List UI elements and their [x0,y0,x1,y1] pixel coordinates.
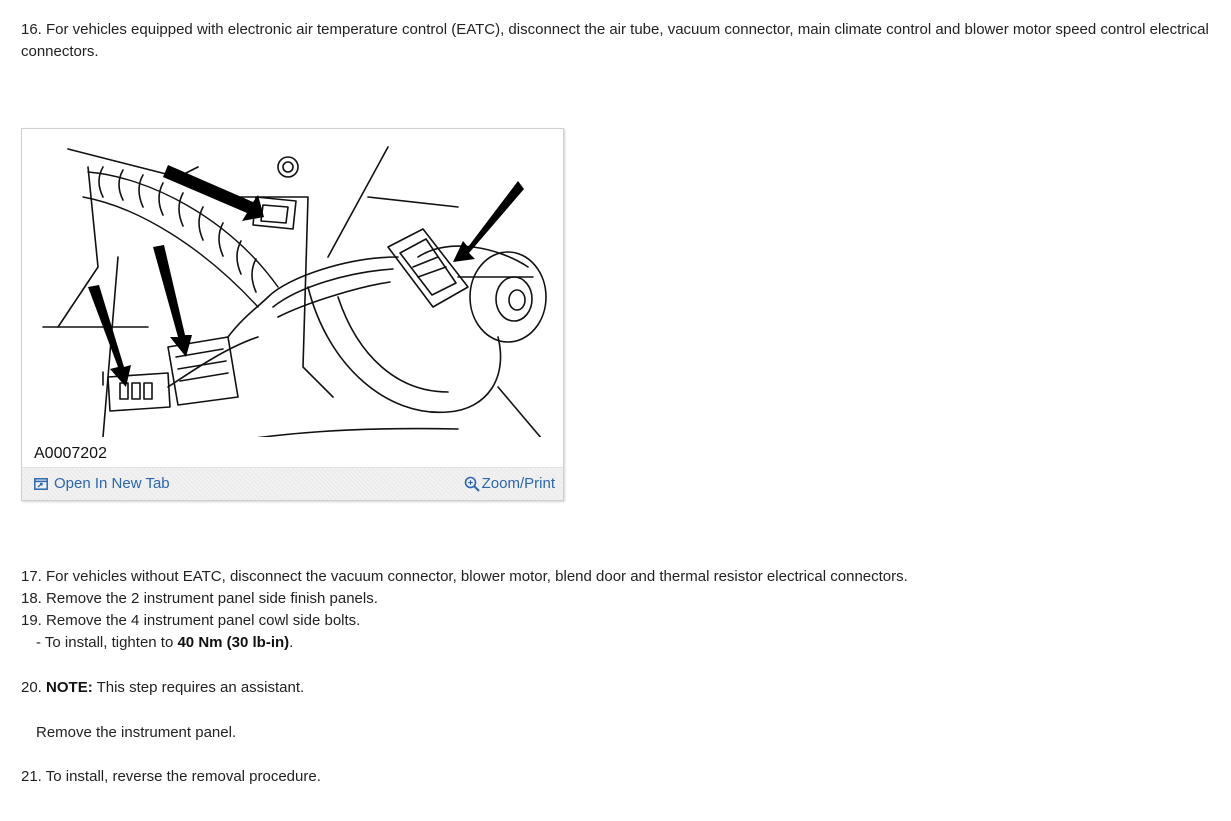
open-in-new-tab-link[interactable] [34,475,170,492]
note-text: This step requires an assistant. [92,679,305,696]
zoom-print-link[interactable] [464,475,555,492]
step-21-text: 21. To install, reverse the removal procedure. [21,768,321,785]
step-20-number: 20. [21,679,47,696]
open-new-tab-icon [34,478,48,490]
step-18-text: 18. Remove the 2 instrument panel side finish panels. [21,590,378,607]
open-in-new-tab-label[interactable]: Open In New Tab [54,475,170,492]
step-20-text [21,677,304,699]
figure-toolbar [22,467,563,500]
install-note-suffix: . [289,634,294,651]
zoom-print-label[interactable]: Zoom/Print [481,475,555,492]
note-label: NOTE: [46,679,93,696]
step-17-text: 17. For vehicles without EATC, disconnect the vacuum connector, blower motor, blend door and thermal resistor electrical connectors. [21,568,908,585]
figure-id-label: A0007202 [34,445,107,462]
step-19-install-note [36,632,293,654]
blower-connectors-illustration [28,137,558,437]
torque-spec: 40 Nm (30 lb-in) [177,634,290,651]
figure-panel [21,128,564,501]
step-16-text: 16. For vehicles equipped with electronic air temperature control (EATC), disconnect the air tube, vacuum connector, main climate control and blower motor speed control electrical connectors. [21,21,1209,60]
step-20-action: Remove the instrument panel. [36,724,237,741]
step-19-text: 19. Remove the 4 instrument panel cowl side bolts. [21,612,361,629]
install-note-prefix: - To install, tighten to [36,634,178,651]
magnifier-icon [464,476,480,492]
